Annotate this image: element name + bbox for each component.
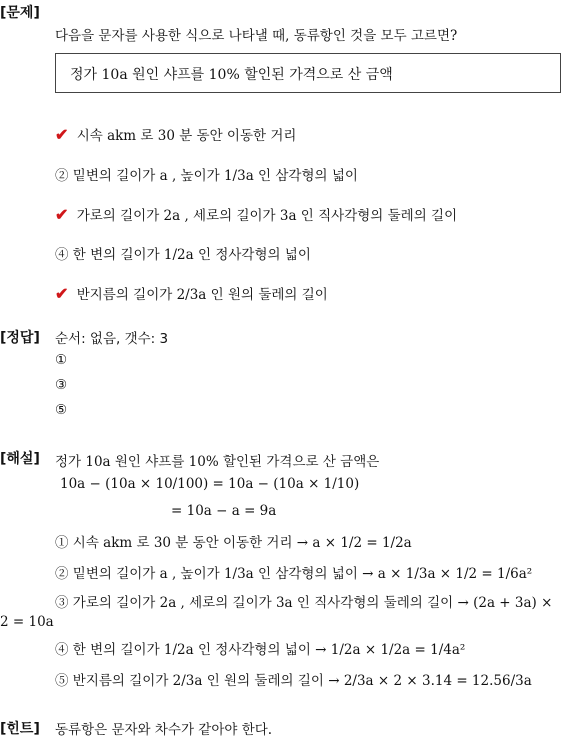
- explanation-line-3: ③ 가로의 길이가 2a , 세로의 길이가 3a 인 직사각형의 둘레의 길이 → (2a + 3a) ×: [55, 595, 553, 611]
- section-label-hint: [힌트]: [0, 721, 40, 737]
- explanation-line-1: ① 시속 akm 로 30 분 동안 이동한 거리 → a × 1/2 = 1/2a: [55, 535, 412, 551]
- choice-3[interactable]: [55, 204, 457, 224]
- choice-2[interactable]: [55, 164, 358, 184]
- problem-box-text: 정가 10a 원인 샤프를 10% 할인된 가격으로 산 금액: [70, 67, 393, 83]
- answer-summary: 순서: 없음, 갯수: 3: [55, 331, 169, 347]
- section-label-explanation: [해설]: [0, 451, 40, 467]
- problem-box: [55, 53, 561, 93]
- answer-item-1: ①: [55, 352, 68, 368]
- choice-1[interactable]: [55, 124, 296, 144]
- explanation-line-4: ④ 한 변의 길이가 1/2a 인 정사각형의 넓이 → 1/2a × 1/2a = 1/4a²: [55, 642, 466, 658]
- choice-3-text: 가로의 길이가 2a , 세로의 길이가 3a 인 직사각형의 둘레의 길이: [76, 208, 458, 224]
- choice-4-text: 한 변의 길이가 1/2a 인 정사각형의 넓이: [72, 247, 311, 263]
- choice-2-marker: ②: [55, 168, 69, 184]
- check-icon: ✔: [55, 205, 69, 224]
- explanation-intro: 정가 10a 원인 샤프를 10% 할인된 가격으로 산 금액은: [55, 454, 380, 470]
- answer-item-3: ⑤: [55, 402, 68, 418]
- choice-4[interactable]: [55, 243, 311, 263]
- section-label-answer: [정답]: [0, 330, 40, 346]
- explanation-eq2: = 10a − a = 9a: [171, 503, 277, 519]
- choice-5[interactable]: [55, 283, 328, 303]
- choice-5-text: 반지름의 길이가 2/3a 인 원의 둘레의 길이: [76, 287, 328, 303]
- explanation-eq1: 10a − (10a × 10/100) = 10a − (10a × 1/10): [60, 476, 360, 492]
- check-icon: ✔: [55, 284, 69, 303]
- explanation-line-5: ⑤ 반지름의 길이가 2/3a 인 원의 둘레의 길이 → 2/3a × 2 × 3.14 = 12.56/3a: [55, 673, 532, 689]
- answer-item-2: ③: [55, 377, 68, 393]
- choice-2-text: 밑변의 길이가 a , 높이가 1/3a 인 삼각형의 넓이: [72, 168, 358, 184]
- hint-text: 동류항은 문자와 차수가 같아야 한다.: [55, 722, 273, 738]
- explanation-line-2: ② 밑변의 길이가 a , 높이가 1/3a 인 삼각형의 넓이 → a × 1/3a × 1/2 = 1/6a²: [55, 566, 533, 582]
- choice-1-text: 시속 akm 로 30 분 동안 이동한 거리: [76, 128, 297, 144]
- problem-question: 다음을 문자를 사용한 식으로 나타낼 때, 동류항인 것을 모두 고르면?: [55, 28, 458, 44]
- explanation-line-3b: 2 = 10a: [0, 614, 54, 630]
- check-icon: ✔: [55, 125, 69, 144]
- choice-4-marker: ④: [55, 247, 69, 263]
- section-label-problem: [문제]: [0, 5, 40, 21]
